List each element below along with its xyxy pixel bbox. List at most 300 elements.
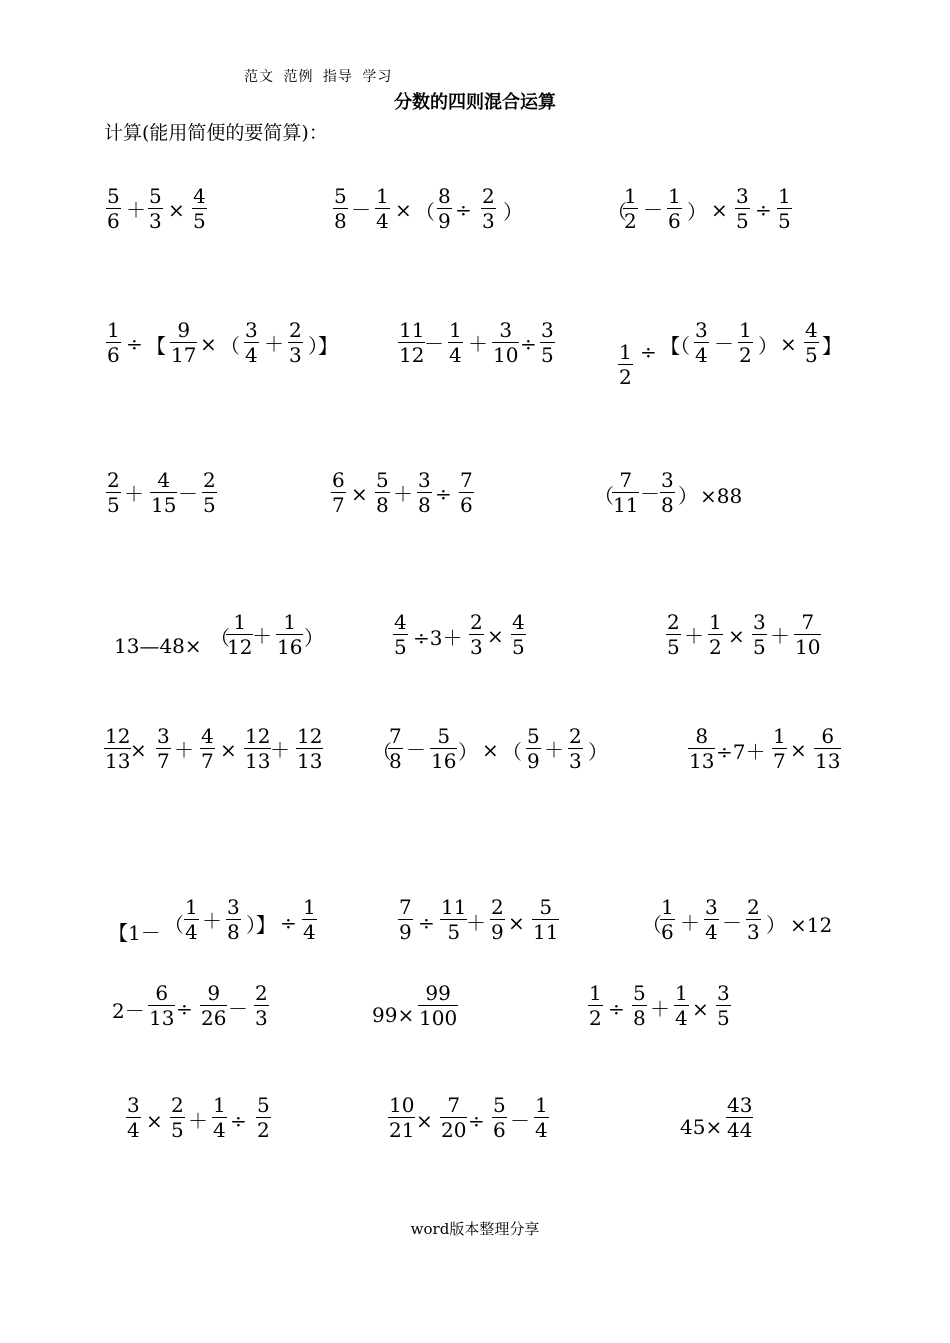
operator: ＋ (270, 738, 290, 762)
fraction-numerator: 1 (449, 318, 462, 342)
fraction-numerator: 4 (201, 724, 214, 748)
page-title: 分数的四则混合运算 (394, 92, 556, 113)
fraction-denominator: 4 (535, 1118, 548, 1142)
fraction (526, 726, 541, 771)
operator: （ (607, 200, 627, 224)
fraction-numerator: 1 (107, 318, 120, 342)
fraction (254, 983, 269, 1028)
fraction-numerator: 1 (675, 981, 688, 1005)
operator: ） (458, 740, 478, 764)
fraction-denominator: 8 (418, 493, 431, 517)
fraction-numerator: 1 (619, 340, 632, 364)
operator: ×12 (790, 913, 833, 937)
fraction-denominator: 2 (624, 209, 637, 233)
fraction-denominator: 4 (127, 1118, 140, 1142)
operator: 13—48× (114, 634, 202, 658)
fraction-numerator: 11 (441, 895, 467, 919)
fraction-numerator: 9 (207, 981, 221, 1005)
fraction-denominator: 4 (303, 920, 316, 944)
fraction-denominator: 5 (778, 209, 791, 233)
fraction (752, 612, 767, 657)
operator: 【 (146, 334, 166, 358)
operator: ＋ (188, 1109, 208, 1133)
operator: － (640, 482, 660, 506)
fraction-denominator: 16 (277, 635, 303, 659)
fraction-numerator: 7 (619, 468, 633, 492)
fraction-numerator: 2 (482, 184, 495, 208)
fraction (156, 726, 171, 771)
fraction (667, 186, 682, 231)
header-note: 范文 范例 指导 学习 (244, 69, 393, 85)
fraction-numerator: 3 (227, 895, 240, 919)
fraction-numerator: 1 (668, 184, 681, 208)
fraction-denominator: 4 (376, 209, 389, 233)
fraction (375, 470, 390, 515)
operator: ＋ (680, 911, 700, 935)
fraction-numerator: 2 (203, 468, 216, 492)
fraction-denominator: 20 (441, 1118, 467, 1142)
fraction-numerator: 1 (624, 184, 637, 208)
operator: （ (164, 913, 184, 937)
fraction-numerator: 7 (447, 1093, 461, 1117)
fraction-denominator: 3 (289, 343, 302, 367)
fraction (226, 612, 253, 657)
fraction (511, 612, 526, 657)
fraction-denominator: 5 (193, 209, 206, 233)
fraction-numerator: 3 (695, 318, 708, 342)
fraction-denominator: 9 (491, 920, 504, 944)
fraction-numerator: 2 (470, 610, 483, 634)
operator: ÷ (176, 997, 193, 1021)
fraction-numerator: 12 (245, 724, 271, 748)
operator: ÷ (230, 1109, 247, 1133)
operator: × (168, 198, 185, 222)
fraction-denominator: 44 (727, 1118, 753, 1142)
fraction (333, 186, 348, 231)
fraction-numerator: 5 (437, 724, 451, 748)
operator: 】 (822, 334, 842, 358)
fraction-numerator: 9 (177, 318, 191, 342)
fraction-numerator: 5 (149, 184, 162, 208)
fraction-denominator: 9 (399, 920, 412, 944)
fraction-numerator: 3 (541, 318, 554, 342)
fraction-numerator: 1 (233, 610, 247, 634)
fraction-denominator: 3 (482, 209, 495, 233)
fraction (288, 320, 303, 365)
fraction-numerator: 2 (171, 1093, 184, 1117)
fraction-numerator: 3 (705, 895, 718, 919)
fraction (440, 1095, 467, 1140)
fraction-numerator: 2 (491, 895, 504, 919)
fraction-denominator: 3 (149, 209, 162, 233)
operator: ＋ (124, 482, 144, 506)
fraction (660, 470, 675, 515)
fraction (393, 612, 408, 657)
fraction-numerator: 3 (245, 318, 258, 342)
fraction-denominator: 26 (201, 1006, 227, 1030)
fraction (437, 186, 452, 231)
fraction-denominator: 7 (332, 493, 345, 517)
fraction-numerator: 8 (438, 184, 451, 208)
operator: ＋ (126, 198, 146, 222)
operator: （ (642, 913, 662, 937)
fraction (212, 1095, 227, 1140)
operator: 【1－ (108, 921, 161, 945)
operator: － (714, 332, 734, 356)
fraction (716, 983, 731, 1028)
operator: ÷ (755, 198, 772, 222)
fraction (440, 897, 467, 942)
operator: × (790, 738, 807, 762)
operator: ÷ (455, 198, 472, 222)
fraction (804, 320, 819, 365)
fraction-numerator: 1 (376, 184, 389, 208)
fraction-denominator: 3 (470, 635, 483, 659)
fraction-denominator: 11 (533, 920, 559, 944)
operator: ） (687, 200, 707, 224)
fraction-numerator: 5 (633, 981, 646, 1005)
fraction-numerator: 3 (753, 610, 766, 634)
fraction (192, 186, 207, 231)
operator: ＋ (684, 624, 704, 648)
fraction-denominator: 6 (661, 920, 674, 944)
operator: ＋ (650, 997, 670, 1021)
fraction (106, 320, 121, 365)
operator: （ (594, 484, 614, 508)
fraction-denominator: 4 (245, 343, 258, 367)
operator: ÷ (126, 332, 143, 356)
operator: × (482, 738, 499, 762)
fraction (398, 897, 413, 942)
operator: ÷3＋ (413, 626, 463, 650)
fraction-denominator: 5 (203, 493, 216, 517)
fraction-numerator: 5 (334, 184, 347, 208)
operator: ÷ (435, 482, 452, 506)
fraction-numerator: 1 (303, 895, 316, 919)
fraction-denominator: 5 (394, 635, 407, 659)
fraction (148, 186, 163, 231)
fraction-denominator: 5 (447, 920, 461, 944)
fraction-denominator: 5 (541, 343, 554, 367)
fraction-denominator: 2 (257, 1118, 270, 1142)
fraction (534, 1095, 549, 1140)
fraction-denominator: 8 (334, 209, 347, 233)
fraction-denominator: 5 (171, 1118, 184, 1142)
fraction (623, 186, 638, 231)
fraction (202, 470, 217, 515)
fraction (126, 1095, 141, 1140)
fraction (150, 470, 177, 515)
fraction-denominator: 6 (668, 209, 681, 233)
fraction (726, 1095, 753, 1140)
fraction-numerator: 4 (157, 468, 171, 492)
fraction-denominator: 15 (151, 493, 177, 517)
fraction-numerator: 3 (717, 981, 730, 1005)
fraction (735, 186, 750, 231)
fraction (660, 897, 675, 942)
operator: ÷ (608, 997, 625, 1021)
fraction-denominator: 3 (255, 1006, 268, 1030)
fraction (244, 320, 259, 365)
fraction-numerator: 3 (499, 318, 513, 342)
fraction-numerator: 6 (155, 981, 169, 1005)
operator: ＋ (466, 911, 486, 935)
fraction (226, 897, 241, 942)
operator: ）】 (308, 334, 338, 358)
fraction (794, 612, 821, 657)
operator: ＋ (468, 332, 488, 356)
operator: ＋ (202, 909, 222, 933)
operator: × (780, 332, 797, 356)
operator: ） (678, 484, 698, 508)
operator: ＋ (252, 624, 272, 648)
fraction-denominator: 2 (709, 635, 722, 659)
operator: （ (210, 626, 230, 650)
operator: × (395, 198, 412, 222)
fraction (170, 1095, 185, 1140)
fraction (200, 726, 215, 771)
fraction-denominator: 13 (297, 749, 323, 773)
fraction (772, 726, 787, 771)
fraction-numerator: 3 (661, 468, 674, 492)
fraction-numerator: 4 (193, 184, 206, 208)
fraction-numerator: 2 (255, 981, 268, 1005)
fraction-denominator: 13 (105, 749, 131, 773)
operator: × (416, 1109, 433, 1133)
fraction (388, 1095, 415, 1140)
fraction (296, 726, 323, 771)
fraction-numerator: 4 (394, 610, 407, 634)
fraction-numerator: 12 (297, 724, 323, 748)
operator: ÷ (468, 1109, 485, 1133)
fraction (540, 320, 555, 365)
fraction-numerator: 5 (527, 724, 540, 748)
operator: （ (220, 334, 240, 358)
operator: － (228, 997, 248, 1021)
operator: ÷7＋ (716, 740, 766, 764)
fraction-numerator: 1 (185, 895, 198, 919)
fraction-numerator: 3 (127, 1093, 140, 1117)
fraction-denominator: 11 (613, 493, 639, 517)
operator: ） (503, 200, 523, 224)
fraction-denominator: 7 (157, 749, 170, 773)
fraction-numerator: 5 (539, 895, 553, 919)
operator: 2－ (112, 999, 145, 1023)
fraction-denominator: 4 (213, 1118, 226, 1142)
fraction-denominator: 2 (619, 365, 632, 389)
fraction (170, 320, 197, 365)
fraction-numerator: 43 (727, 1093, 753, 1117)
fraction (184, 897, 199, 942)
operator: 45× (680, 1115, 723, 1139)
fraction-denominator: 13 (149, 1006, 175, 1030)
fraction-denominator: 8 (661, 493, 674, 517)
fraction-denominator: 17 (171, 343, 197, 367)
operator: ÷ (520, 332, 537, 356)
operator: × (130, 738, 147, 762)
operator: ） (588, 740, 608, 764)
fraction (459, 470, 474, 515)
fraction-denominator: 4 (449, 343, 462, 367)
fraction-numerator: 3 (157, 724, 170, 748)
fraction-numerator: 3 (736, 184, 749, 208)
fraction-numerator: 5 (376, 468, 389, 492)
fraction-denominator: 4 (695, 343, 708, 367)
operator: － (424, 332, 444, 356)
operator: ÷ (280, 911, 297, 935)
fraction-numerator: 2 (569, 724, 582, 748)
fraction (632, 983, 647, 1028)
operator: 【（ (660, 334, 690, 358)
fraction (418, 983, 458, 1028)
fraction-denominator: 10 (493, 343, 519, 367)
fraction-denominator: 5 (736, 209, 749, 233)
fraction-numerator: 2 (107, 468, 120, 492)
fraction (448, 320, 463, 365)
operator: ） (758, 334, 778, 358)
fraction-denominator: 100 (419, 1006, 458, 1030)
fraction-denominator: 9 (527, 749, 540, 773)
fraction (532, 897, 559, 942)
fraction (244, 726, 271, 771)
fraction-denominator: 4 (185, 920, 198, 944)
fraction (777, 186, 792, 231)
fraction-numerator: 1 (589, 981, 602, 1005)
operator: ÷ (640, 340, 657, 364)
fraction (492, 1095, 507, 1140)
fraction-numerator: 1 (773, 724, 786, 748)
operator: ＋ (264, 332, 284, 356)
fraction-denominator: 12 (399, 343, 425, 367)
fraction (704, 897, 719, 942)
fraction-numerator: 4 (805, 318, 818, 342)
fraction-denominator: 13 (245, 749, 271, 773)
fraction-numerator: 1 (709, 610, 722, 634)
footer-note: word版本整理分享 (410, 1220, 540, 1238)
operator: （ (372, 740, 392, 764)
operator: × (146, 1109, 163, 1133)
fraction-denominator: 13 (815, 749, 841, 773)
fraction-denominator: 6 (107, 343, 120, 367)
fraction-numerator: 7 (389, 724, 402, 748)
fraction-denominator: 2 (739, 343, 752, 367)
fraction (331, 470, 346, 515)
fraction-denominator: 6 (107, 209, 120, 233)
operator: － (406, 738, 426, 762)
fraction (430, 726, 457, 771)
fraction-numerator: 2 (289, 318, 302, 342)
instruction-text: 计算(能用简便的要简算)： (104, 122, 328, 144)
fraction-numerator: 10 (389, 1093, 415, 1117)
fraction-numerator: 4 (512, 610, 525, 634)
fraction-denominator: 5 (805, 343, 818, 367)
fraction-numerator: 7 (801, 610, 815, 634)
fraction-denominator: 4 (675, 1006, 688, 1030)
operator: × (200, 332, 217, 356)
fraction-numerator: 99 (425, 981, 451, 1005)
fraction (618, 342, 633, 387)
fraction-denominator: 5 (667, 635, 680, 659)
fraction-numerator: 6 (821, 724, 835, 748)
fraction-denominator: 10 (795, 635, 821, 659)
operator: － (510, 1109, 530, 1133)
fraction (746, 897, 761, 942)
fraction-denominator: 5 (512, 635, 525, 659)
fraction-denominator: 8 (376, 493, 389, 517)
fraction-numerator: 2 (747, 895, 760, 919)
operator: ×88 (700, 484, 743, 508)
operator: ＋ (174, 738, 194, 762)
fraction (490, 897, 505, 942)
fraction-denominator: 5 (753, 635, 766, 659)
fraction (588, 983, 603, 1028)
fraction (148, 983, 175, 1028)
operator: ＋ (393, 482, 413, 506)
operator: 99× (372, 1003, 415, 1027)
fraction-numerator: 3 (418, 468, 431, 492)
fraction (708, 612, 723, 657)
fraction-numerator: 8 (695, 724, 709, 748)
fraction-numerator: 1 (283, 610, 297, 634)
fraction-denominator: 12 (227, 635, 253, 659)
fraction (302, 897, 317, 942)
operator: （ (502, 740, 522, 764)
fraction-denominator: 16 (431, 749, 457, 773)
fraction (104, 726, 131, 771)
fraction (814, 726, 841, 771)
fraction (612, 470, 639, 515)
operator: × (351, 482, 368, 506)
fraction (469, 612, 484, 657)
fraction (398, 320, 425, 365)
fraction (106, 186, 121, 231)
fraction-numerator: 5 (493, 1093, 506, 1117)
fraction (481, 186, 496, 231)
fraction-numerator: 1 (213, 1093, 226, 1117)
operator: （ (415, 200, 435, 224)
operator: × (508, 911, 525, 935)
operator: × (711, 198, 728, 222)
fraction (694, 320, 709, 365)
fraction (388, 726, 403, 771)
fraction-denominator: 6 (493, 1118, 506, 1142)
fraction-numerator: 1 (778, 184, 791, 208)
operator: ÷ (418, 911, 435, 935)
operator: × (220, 738, 237, 762)
fraction-denominator: 5 (717, 1006, 730, 1030)
operator: ）】 (246, 913, 276, 937)
fraction-numerator: 1 (535, 1093, 548, 1117)
operator: ） (304, 626, 324, 650)
operator: － (722, 911, 742, 935)
fraction-denominator: 9 (438, 209, 451, 233)
fraction-numerator: 1 (739, 318, 752, 342)
fraction-denominator: 2 (589, 1006, 602, 1030)
fraction (738, 320, 753, 365)
operator: ＋ (770, 624, 790, 648)
operator: － (351, 198, 371, 222)
fraction-denominator: 21 (389, 1118, 415, 1142)
fraction (106, 470, 121, 515)
fraction-numerator: 2 (667, 610, 680, 634)
fraction-numerator: 5 (107, 184, 120, 208)
fraction-denominator: 3 (569, 749, 582, 773)
operator: ） (766, 913, 786, 937)
operator: × (728, 624, 745, 648)
fraction-numerator: 1 (661, 895, 674, 919)
fraction-denominator: 4 (705, 920, 718, 944)
fraction-numerator: 6 (332, 468, 345, 492)
